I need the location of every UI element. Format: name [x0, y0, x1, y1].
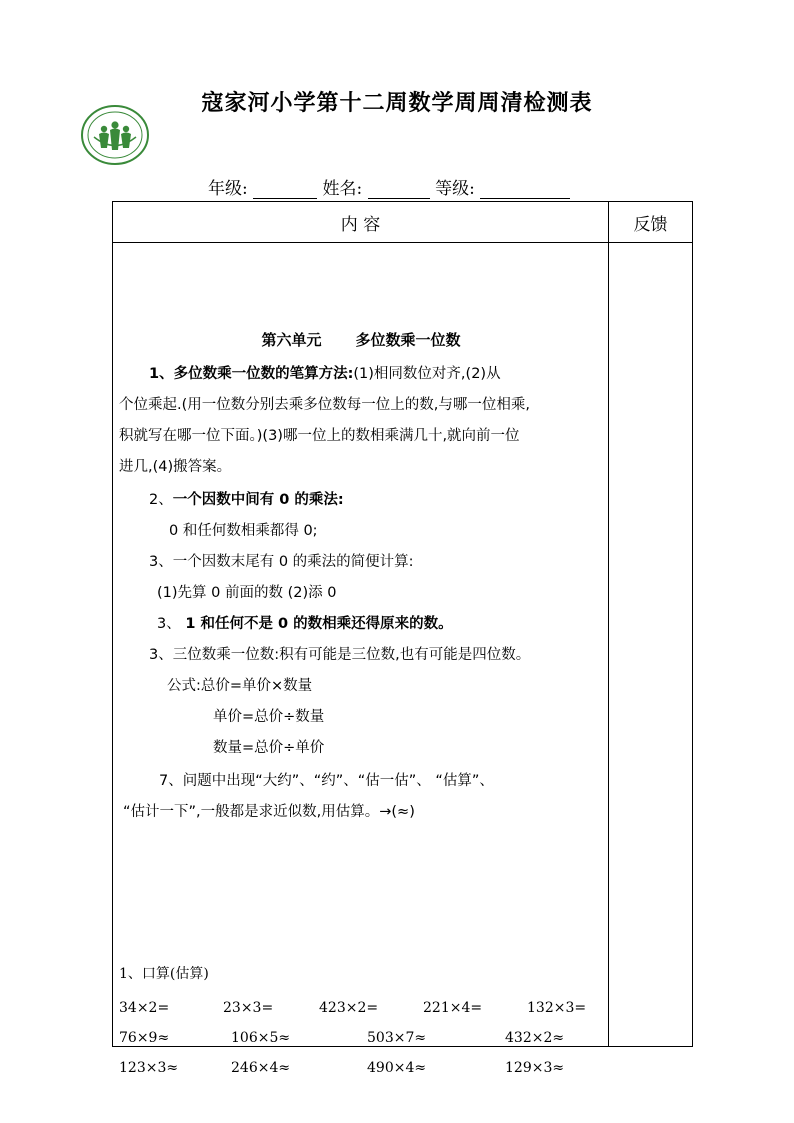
- point-3-line-2: (1)先算 0 前面的数 (2)添 0: [157, 585, 337, 601]
- level-label: 等级:: [435, 179, 475, 199]
- point-2-heading: 一个因数中间有 0 的乘法:: [172, 492, 344, 508]
- exercise-item: 246×4≈: [231, 1060, 291, 1076]
- point-4: [157, 609, 643, 640]
- page-title: 寇家河小学第十二周数学周周清检测表: [201, 90, 593, 116]
- exercise-item: 76×9≈: [119, 1030, 170, 1046]
- exercise-item: 106×5≈: [231, 1030, 291, 1046]
- exercise-item: 423×2=: [319, 1000, 379, 1016]
- exercise-item: 503×7≈: [367, 1030, 427, 1046]
- student-info-line: [208, 174, 570, 199]
- exercise-item: 132×3=: [527, 1000, 587, 1016]
- feedback-column-header: 反馈: [609, 202, 693, 243]
- exercise-item: 432×2≈: [505, 1030, 565, 1046]
- point-7: 7、问题中出现“大约”、“约”、“估一估”、 “估算”、: [159, 773, 494, 789]
- level-blank[interactable]: [480, 180, 570, 199]
- exercise-item: 221×4=: [423, 1000, 483, 1016]
- point-2: [149, 485, 635, 516]
- point-1-text: (1)相同数位对齐,(2)从: [353, 366, 501, 382]
- point-4-heading: 1 和任何不是 0 的数相乘还得原来的数。: [185, 616, 453, 632]
- point-1-line-4: 进几,(4)搬答案。: [119, 459, 232, 475]
- exercise-item: 490×4≈: [367, 1060, 427, 1076]
- exercise-item: 129×3≈: [505, 1060, 565, 1076]
- content-cell: [113, 243, 609, 1076]
- exercise-item: 34×2=: [119, 1000, 170, 1016]
- point-3: 3、一个因数末尾有 0 的乘法的简便计算:: [149, 554, 414, 570]
- exercise-heading: 1、口算(估算): [119, 966, 209, 982]
- unit-number: 第六单元: [261, 331, 322, 349]
- formula-2: 单价=总价÷数量: [213, 709, 325, 725]
- point-2-line-2: 0 和任何数相乘都得 0;: [169, 523, 318, 539]
- exercise-item: 123×3≈: [119, 1060, 179, 1076]
- point-2-number: 2、: [149, 492, 173, 508]
- point-1: [119, 359, 605, 390]
- unit-title: [113, 329, 609, 350]
- grade-label: 年级:: [208, 179, 248, 199]
- point-1-heading: 1、多位数乘一位数的笔算方法:: [149, 366, 354, 382]
- point-1-line-2: 个位乘起.(用一位数分别去乘多位数每一位上的数,与哪一位相乘,: [119, 397, 530, 413]
- content-column-header: 内 容: [113, 202, 609, 243]
- formula-3: 数量=总价÷单价: [213, 740, 325, 756]
- point-7-line-2: “估计一下”,一般都是求近似数,用估算。→(≈): [123, 804, 415, 820]
- point-5: 3、三位数乘一位数:积有可能是三位数,也有可能是四位数。: [149, 647, 531, 663]
- name-label: 姓名:: [322, 179, 363, 199]
- point-4-number: 3、: [157, 616, 181, 632]
- unit-name: 多位数乘一位数: [355, 331, 461, 349]
- name-blank[interactable]: [368, 180, 430, 199]
- point-1-line-3: 积就写在哪一位下面。)(3)哪一位上的数相乘满几十,就向前一位: [119, 428, 520, 444]
- worksheet-table: [112, 201, 693, 1076]
- formula-1: 公式:总价=单价×数量: [167, 678, 313, 694]
- grade-blank[interactable]: [253, 180, 317, 199]
- exercise-item: 23×3=: [223, 1000, 274, 1016]
